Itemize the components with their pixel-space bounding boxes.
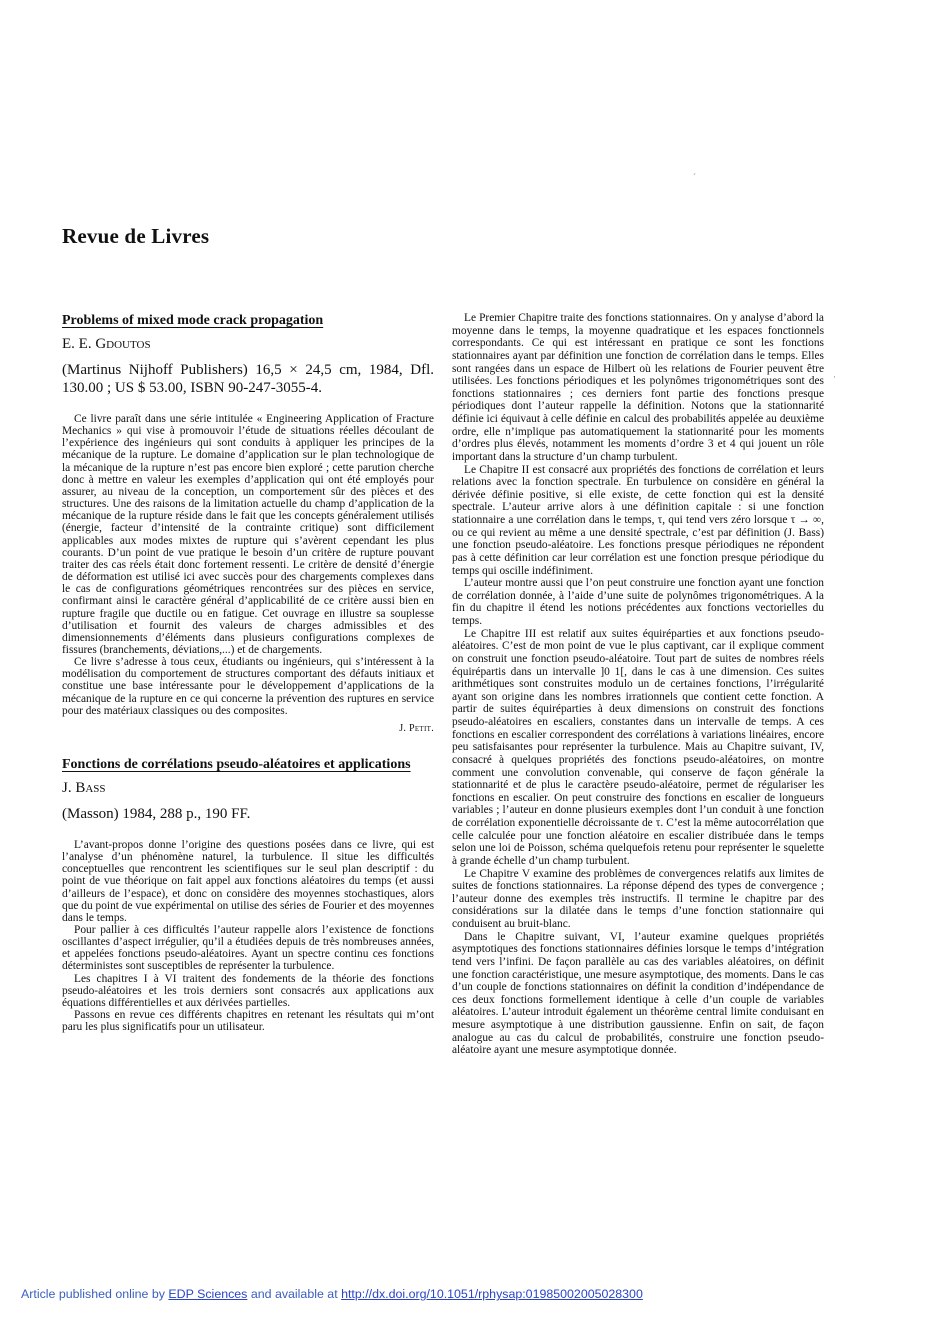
review-author: J. Bass <box>62 779 106 796</box>
publication-footer <box>21 1287 643 1301</box>
footer-prefix: Article published online by <box>21 1287 169 1301</box>
left-column <box>62 312 434 1033</box>
review-signature: J. Petit. <box>399 722 434 734</box>
review-mixed-mode-crack <box>62 312 434 734</box>
review-paragraph: Dans le Chapitre suivant, VI, l’auteur examine quelques propriétés asymptotiques des fonctions stationnaires définies lorsque le temps d’intégration tend vers l’infini. De façon parallèle au cas des variables aléatoires, on définit une fonction caractéristique, une mesure asymptotique, des moments. Dans le cas d’un couple de fonctions stationnaires on définit la condition d’indépendance de ces deux fonctions formellement identique à celle d’un couple de variables aléatoires. L’auteur introduit également un théorème central limite conduisant en mesure asymptotique à une distribution gaussienne. Enfin on sait, de façon analogue au cas du calcul de probabilités, construire une fonction pseudo-aléatoire ayant une mesure asymptotique donnée. <box>452 930 824 1057</box>
review-paragraph: Pour pallier à ces difficultés l’auteur rappelle alors l’existence de fonctions oscillantes d’aspect irrégulier, qu’il a étudiées depuis de très nombreuses années, et appelées fonctions pseudo-aléatoires. Ayant un spectre continu ces fonctions déterministes sont susceptibles de représenter la turbulence. <box>62 924 434 973</box>
publisher-link[interactable]: EDP Sciences <box>168 1287 248 1301</box>
right-column <box>452 312 824 1057</box>
review-paragraph: Le Chapitre II est consacré aux propriétés des fonctions de corrélation et leurs relations avec la fonction spectrale. En turbulence on considère en général la dérivée définie positive, si elle existe, de cette fonction qui est la densité spectrale. L’auteur arrive alors à une définition capitale : si une fonction stationnaire a une corrélation dans le temps, τ, qui tend vers zéro lorsque τ → ∞, ou ce qui revient au même a une densité spectrale, c’est par définition (J. Bass) une fonction pseudo-aléatoire. Les fonctions presque périodiques ne répondent pas à cette définition car leur corrélation est une fonction presque périodique du temps qui oscille indéfiniment. <box>452 463 824 577</box>
review-title: Problems of mixed mode crack propagation <box>62 313 324 328</box>
review-pseudo-random-correlation <box>62 756 434 1034</box>
review-paragraph: Les chapitres I à VI traitent des fondements de la théorie des fonctions pseudo-aléatoires et les trois derniers sont consacrés aux applications aux équations différentielles et aux dérivées partielles. <box>62 972 434 1009</box>
review-paragraph: Passons en revue ces différents chapitres en retenant les résultats qui m’ont paru les plus significatifs pour un utilisateur. <box>62 1009 434 1034</box>
page-title: Revue de Livres <box>62 224 210 249</box>
review-paragraph: Ce livre s’adresse à tous ceux, étudiants ou ingénieurs, qui s’intéressent à la modélisation du comportement de structures comportant des défauts initiaux et constitue une base intéressante pour le développement d’applications de la mécanique de la rupture en ce qui concerne la prévention des ruptures en service pour des matériaux classiques ou des composites. <box>62 656 434 717</box>
stray-mark: ´ <box>693 172 696 182</box>
review-paragraph: Ce livre paraît dans une série intitulée « Engineering Application of Fracture Mechanics » qui vise à promouvoir l’étude de situations réelles découlant de l’expérience des ingénieurs qui sont conduits à appliquer les principes de la mécanique de la rupture. Le domaine d’application sur le plan technologique de la mécanique de la rupture n’est pas encore bien exploré ; cette parution cherche donc à mettre en valeur les exemples d’application qui ont été employés pour assurer, au niveau de la conception, un comportement sûr des pièces et des structures. Une des raisons de la limitation actuelle du champ d’application de la mécanique de la rupture réside dans le fait que les concepts généralement utilisés (énergie, facteur d’intensité de la contrainte critique) sont difficilement applicables aux modes mixtes de rupture qui s’avèrent cependant les plus courants. D’un point de vue pratique le besoin d’un critère de rupture pouvant traiter des cas réels était donc fortement ressenti. Le critère de densité d’énergie de déformation est utilisé ici avec succès pour des chargements complexes dans le cas de configurations géométriques rencontrées sur des pièces en service, confirmant ainsi le caractère général d’applicabilité de ce critère aussi bien en rupture fragile que ductile ou en fatigue. Cet ouvrage en illustre sa souplesse d’utilisation et fournit des valeurs de charges admissibles et des dimensionnements d’éléments dans plusieurs configurations complexes de fissures (branchements, déviations,...) et de chargements. <box>62 413 434 656</box>
review-paragraph: L’auteur montre aussi que l’on peut construire une fonction ayant une fonction de corrélation donnée, à l’aide d’une suite de polynômes trigonométriques. A la fin du chapitre il étend les notions précédentes aux fonctions vectorielles du temps. <box>452 577 824 627</box>
review-paragraph: Le Chapitre III est relatif aux suites équiréparties et aux fonctions pseudo-aléatoires. C’est de mon point de vue le plus captivant, car il explique comment on construit une fonction pseudo-aléatoire. Tout part de suites de nombres réels équirépartis dans un intervalle ]0 1[, dans le cas à une dimension. Ces suites arithmétiques sont construites modulo un de certaines fonctions, l’irrégularité ayant son origine dans les nombres irrationnels que contient cette fonction. A partir de suites équiréparties à deux dimensions on construit des fonctions pseudo-aléatoires en escaliers, constantes dans un intervalle de temps. A ces fonctions en escalier correspondent des corrélations à variations linéaires, encore peu satisfaisantes pour représenter la turbulence. Mais au Chapitre suivant, IV, consacré à quelques propriétés des fonctions pseudo-aléatoires, on montre comment une convolution convenable, qui conserve de façon générale la stationnarité et de plus le caractère pseudo-aléatoire, permet de régulariser les fonctions en escalier. On peut construire des fonctions en escalier de longueurs variables ; l’auteur en donne plusieurs exemples dont l’un conduit à une fonction de corrélation exponentielle décroissante de τ. C’est la même autocorrélation que celle calculée pour une fonction aléatoire en escalier distribuée dans le temps selon une loi de Poisson, schéma quelquefois retenu pour représenter le squelette à grande échelle d’un champ turbulent. <box>452 627 824 867</box>
stray-mark: · <box>833 372 836 382</box>
review-publisher: (Masson) 1984, 288 p., 190 FF. <box>62 805 251 822</box>
doi-link[interactable]: http://dx.doi.org/10.1051/rphysap:01985002005028300 <box>341 1287 643 1301</box>
review-author: E. E. Gdoutos <box>62 336 151 352</box>
footer-middle: and available at <box>247 1287 342 1301</box>
review-paragraph: Le Premier Chapitre traite des fonctions stationnaires. On y analyse d’abord la moyenne dans le temps, la moyenne quadratique et les espaces fonctionnels correspondants. Ce qui est intéressant en pratique ce sont les fonctions stationnaires ayant par définition une fonction de corrélation dans le temps. Elles sont rangées dans un espace de Hilbert où les relations de Fourier peuvent être utilisées. Les fonctions périodiques et les polynômes trigonométriques sont des fonctions stationnaires ; ces derniers font partie des fonctions presque périodiques dont l’auteur rappelle la définition. Notons que la stationnarité définie ici équivaut à celle définie en calcul des probabilités appelée au deuxième ordre, elle n’implique pas automatiquement la stationnarité pour les moments d’ordres plus élevés, notamment les moments d’ordre 3 et 4 qui jouent un rôle important dans la structure d’un champ turbulent. <box>452 312 824 463</box>
review-title: Fonctions de corrélations pseudo-aléatoires et applications <box>62 756 411 772</box>
review-paragraph: L’avant-propos donne l’origine des questions posées dans ce livre, qui est l’analyse d’un phénomène naturel, la turbulence. Il situe les difficultés conceptuelles que rencontrent les scientifiques sur le seul plan descriptif : du point de vue théorique on fait appel aux fonctions aléatoires du temps (et aussi d’ailleurs de l’espace), et donc on considère des moyennes stochastiques, alors que du point de vue expérimental on utilise des séries de Fourier et des moyennes dans le temps. <box>62 838 434 924</box>
review-publisher: (Martinus Nijhoff Publishers) 16,5 × 24,5 cm, 1984, Dfl. 130.00 ; US $ 53.00, ISBN 90-247-3055-4. <box>62 362 434 396</box>
review-paragraph: Le Chapitre V examine des problèmes de convergences relatifs aux limites de suites de fonctions stationnaires. La réponse dépend des types de convergence ; l’auteur donne des exemples très instructifs. Il termine le chapitre par des considérations sur la dilatée dans le temps d’une fonction stationnaire qui conduisent au bruit-blanc. <box>452 867 824 930</box>
